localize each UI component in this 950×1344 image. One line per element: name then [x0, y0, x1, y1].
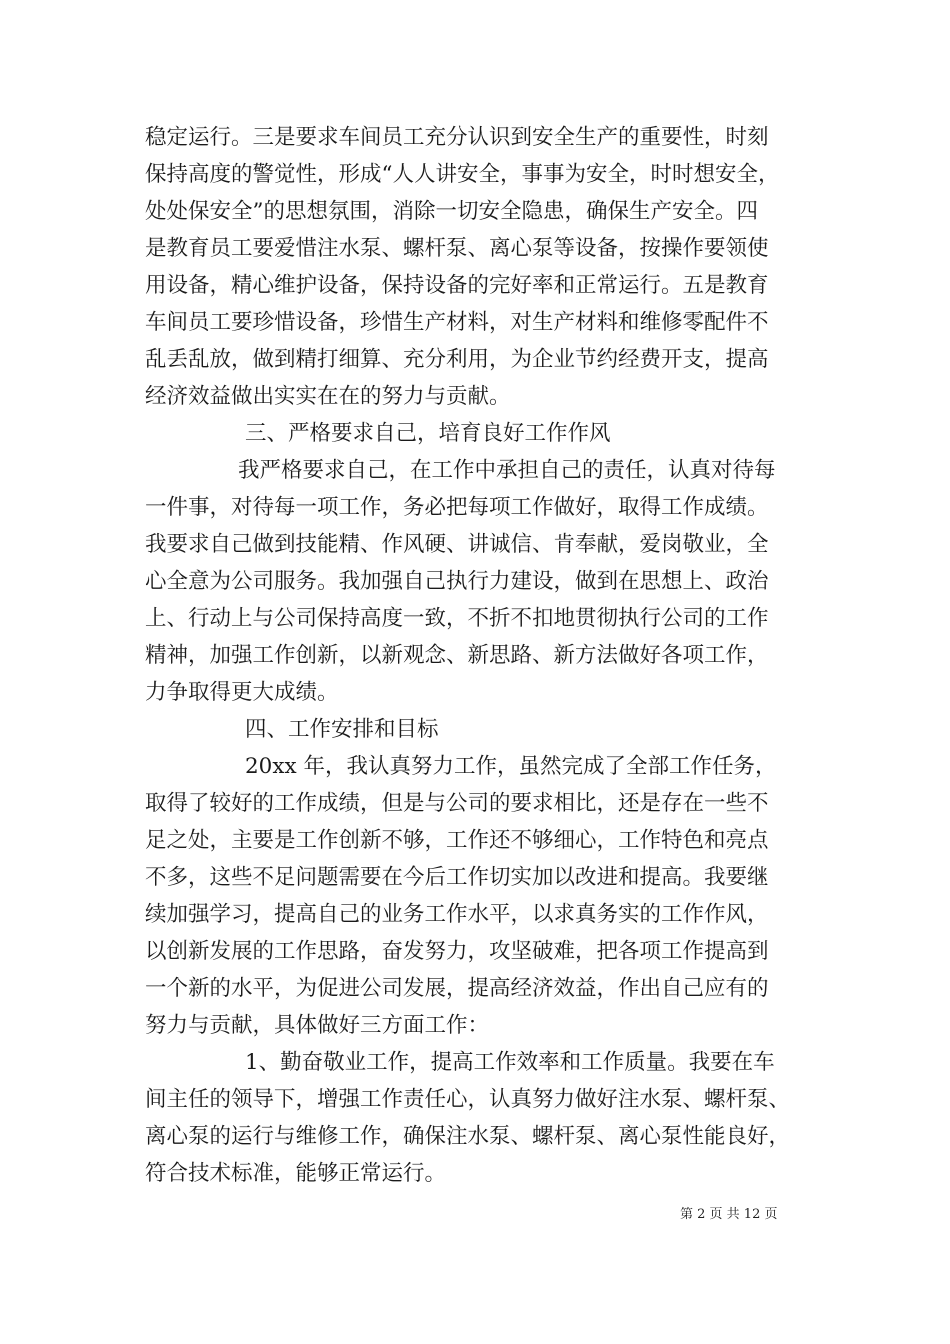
- body-line: 续加强学习，提高自己的业务工作水平，以求真务实的工作作风，: [145, 902, 769, 927]
- body-line: 精神，加强工作创新，以新观念、新思路、新方法做好各项工作，: [145, 643, 769, 668]
- section-heading: 三、严格要求自己，培育良好工作作风: [245, 421, 611, 446]
- body-line: 间主任的领导下，增强工作责任心，认真努力做好注水泵、螺杆泵、: [145, 1087, 791, 1112]
- body-line: 保持高度的警觉性，形成“人人讲安全，事事为安全，时时想安全，: [145, 162, 780, 187]
- body-line: 一件事，对待每一项工作，务必把每项工作做好，取得工作成绩。: [145, 495, 769, 520]
- body-line: 我要求自己做到技能精、作风硬、讲诚信、肯奉献，爱岗敬业，全: [145, 532, 769, 557]
- page-number-footer: 第 2 页 共 12 页: [680, 1207, 778, 1222]
- body-line: 取得了较好的工作成绩，但是与公司的要求相比，还是存在一些不: [145, 791, 769, 816]
- body-line: 以创新发展的工作思路，奋发努力，攻坚破难，把各项工作提高到: [145, 939, 769, 964]
- body-line: 乱丢乱放，做到精打细算、充分利用，为企业节约经费开支，提高: [145, 347, 769, 372]
- body-line: 力争取得更大成绩。: [145, 680, 339, 705]
- section-heading: 四、工作安排和目标: [245, 717, 439, 742]
- body-line: 经济效益做出实实在在的努力与贡献。: [145, 384, 511, 409]
- body-line: 处处保安全”的思想氛围，消除一切安全隐患，确保生产安全。四: [145, 199, 758, 224]
- body-line: 是教育员工要爱惜注水泵、螺杆泵、离心泵等设备，按操作要领使: [145, 236, 769, 261]
- body-line: 足之处，主要是工作创新不够，工作还不够细心，工作特色和亮点: [145, 828, 769, 853]
- body-line: 不多，这些不足问题需要在今后工作切实加以改进和提高。我要继: [145, 865, 769, 890]
- body-line: 一个新的水平，为促进公司发展，提高经济效益，作出自己应有的: [145, 976, 769, 1001]
- body-line: 用设备，精心维护设备，保持设备的完好率和正常运行。五是教育: [145, 273, 769, 298]
- body-line: 1、勤奋敬业工作，提高工作效率和工作质量。我要在车: [245, 1050, 775, 1075]
- body-line: 努力与贡献，具体做好三方面工作：: [145, 1013, 490, 1038]
- body-line: 离心泵的运行与维修工作，确保注水泵、螺杆泵、离心泵性能良好，: [145, 1124, 791, 1149]
- body-line: 我严格要求自己，在工作中承担自己的责任，认真对待每: [238, 458, 776, 483]
- body-line: 车间员工要珍惜设备，珍惜生产材料，对生产材料和维修零配件不: [145, 310, 769, 335]
- body-line: 20xx 年，我认真努力工作，虽然完成了全部工作任务，: [245, 754, 777, 779]
- body-line: 符合技术标准，能够正常运行。: [145, 1161, 447, 1186]
- body-line: 稳定运行。三是要求车间员工充分认识到安全生产的重要性，时刻: [145, 125, 769, 150]
- body-line: 心全意为公司服务。我加强自己执行力建设，做到在思想上、政治: [145, 569, 769, 594]
- body-line: 上、行动上与公司保持高度一致，不折不扣地贯彻执行公司的工作: [145, 606, 769, 631]
